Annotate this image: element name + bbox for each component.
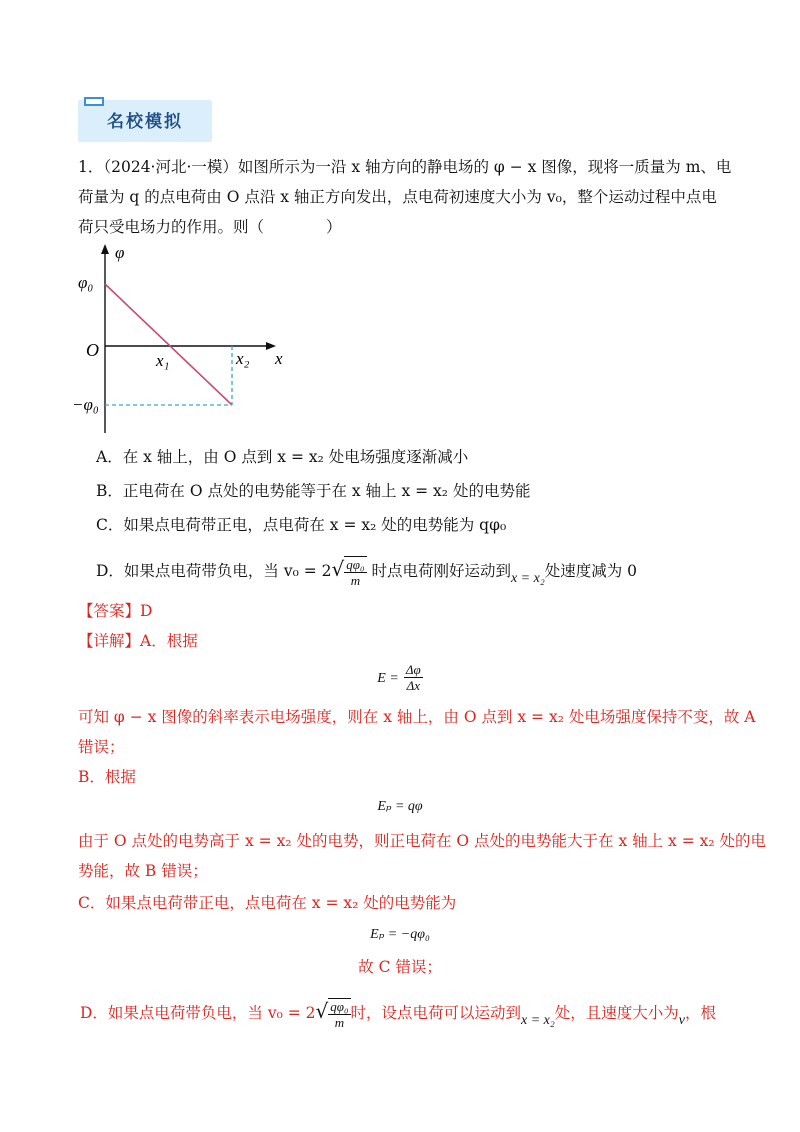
d-mid: 时，设点电荷可以运动到 (350, 1004, 522, 1022)
option-d-end: 处速度减为 0 (544, 562, 637, 580)
d-mid2: 处，且速度大小为 (554, 1004, 679, 1022)
question-line-3: 荷只受电场力的作用。则（ ） (78, 218, 342, 236)
option-d-post: 时点电荷刚好运动到 (371, 562, 511, 580)
b-explanation-line-2: 势能，故 B 错误； (78, 862, 208, 880)
section-badge-label: 名校模拟 (107, 112, 183, 132)
detail-label: 【详解】A．根据 (78, 632, 198, 650)
question-line-2: 荷量为 q 的点电荷由 O 点沿 x 轴正方向发出，点电荷初速度大小为 v₀，整个运动过程中点电 (78, 188, 717, 206)
d-v: v (678, 1013, 685, 1028)
d-explanation-line: D．如果点电荷带负电，当 v₀ = 2√ $\frac{\text{qφ₀}}{m}$ 时，设点电荷可以运动到x = x₂处，且速度大小为v，根 (80, 999, 717, 1030)
phi-line (105, 284, 232, 405)
x-axis-label: x (275, 349, 283, 368)
equation-1 (0, 662, 800, 693)
c-explanation-line: C．如果点电荷带正电，点电荷在 x = x₂ 处的电势能为 (78, 894, 457, 912)
b-explanation-line-1: 由于 O 点处的电势高于 x = x₂ 处的电势，则正电荷在 O 点处的电势能大于在 x 轴上 x = x₂ 处的电 (78, 832, 767, 850)
equation-3: Eₚ = −qφ₀ (370, 927, 430, 942)
x2-label: x₂ (236, 349, 250, 368)
x1-label: x₁ (156, 351, 170, 370)
answer-label: 【答案】D (78, 602, 153, 620)
badge-tab-icon (84, 97, 104, 106)
c-conclusion: 故 C 错误； (358, 958, 442, 976)
d-sqrt-den: m (334, 1015, 345, 1030)
option-d-sqrt-num: qφ₀ (346, 557, 365, 572)
phi-x-graph (70, 238, 300, 438)
option-b: B．正电荷在 O 点处的电势能等于在 x 轴上 x = x₂ 处的电势能 (96, 482, 531, 500)
origin-label: O (86, 340, 99, 360)
neg-phi0-label: −φ₀ (72, 395, 99, 414)
y-axis-label: φ (115, 243, 125, 262)
b-label: B．根据 (78, 768, 136, 786)
d-end: ，根 (685, 1004, 717, 1022)
option-d: D．如果点电荷带负电，当 v₀ = 2√ $\frac{\text{qφ₀}}{m}$ 时点电荷刚好运动到x = x₂处速度减为 0 (96, 557, 637, 588)
equation-2: Eₚ = qφ (377, 799, 423, 814)
option-d-sqrt-den: m (350, 573, 361, 588)
eq1-lhs: E = (377, 671, 399, 686)
option-d-pre: D．如果点电荷带负电，当 v₀ = 2 (96, 562, 332, 580)
eq1-den: Δx (406, 678, 420, 693)
eq1-num: Δφ (405, 662, 421, 677)
question-line-1: 1．（2024·河北·一模）如图所示为一沿 x 轴方向的静电场的 φ − x 图像，现将一质量为 m、电 (78, 158, 732, 176)
d-sqrt-num: qφ₀ (330, 999, 349, 1014)
phi0-label: φ₀ (78, 273, 94, 292)
d-pos: x = x₂ (521, 1013, 555, 1028)
a-explanation-line-2: 错误； (78, 738, 125, 756)
y-axis-arrow-icon (101, 244, 109, 254)
d-pre: D．如果点电荷带负电，当 v₀ = 2 (80, 1004, 316, 1022)
option-c: C．如果点电荷带正电，点电荷在 x = x₂ 处的电势能为 qφ₀ (96, 516, 507, 534)
a-explanation-line-1: 可知 φ − x 图像的斜率表示电场强度，则在 x 轴上，由 O 点到 x = x₂ 处电场强度保持不变，故 A (78, 708, 756, 726)
option-d-pos: x = x₂ (510, 571, 545, 586)
option-a: A．在 x 轴上，由 O 点到 x = x₂ 处电场强度逐渐减小 (96, 448, 469, 466)
